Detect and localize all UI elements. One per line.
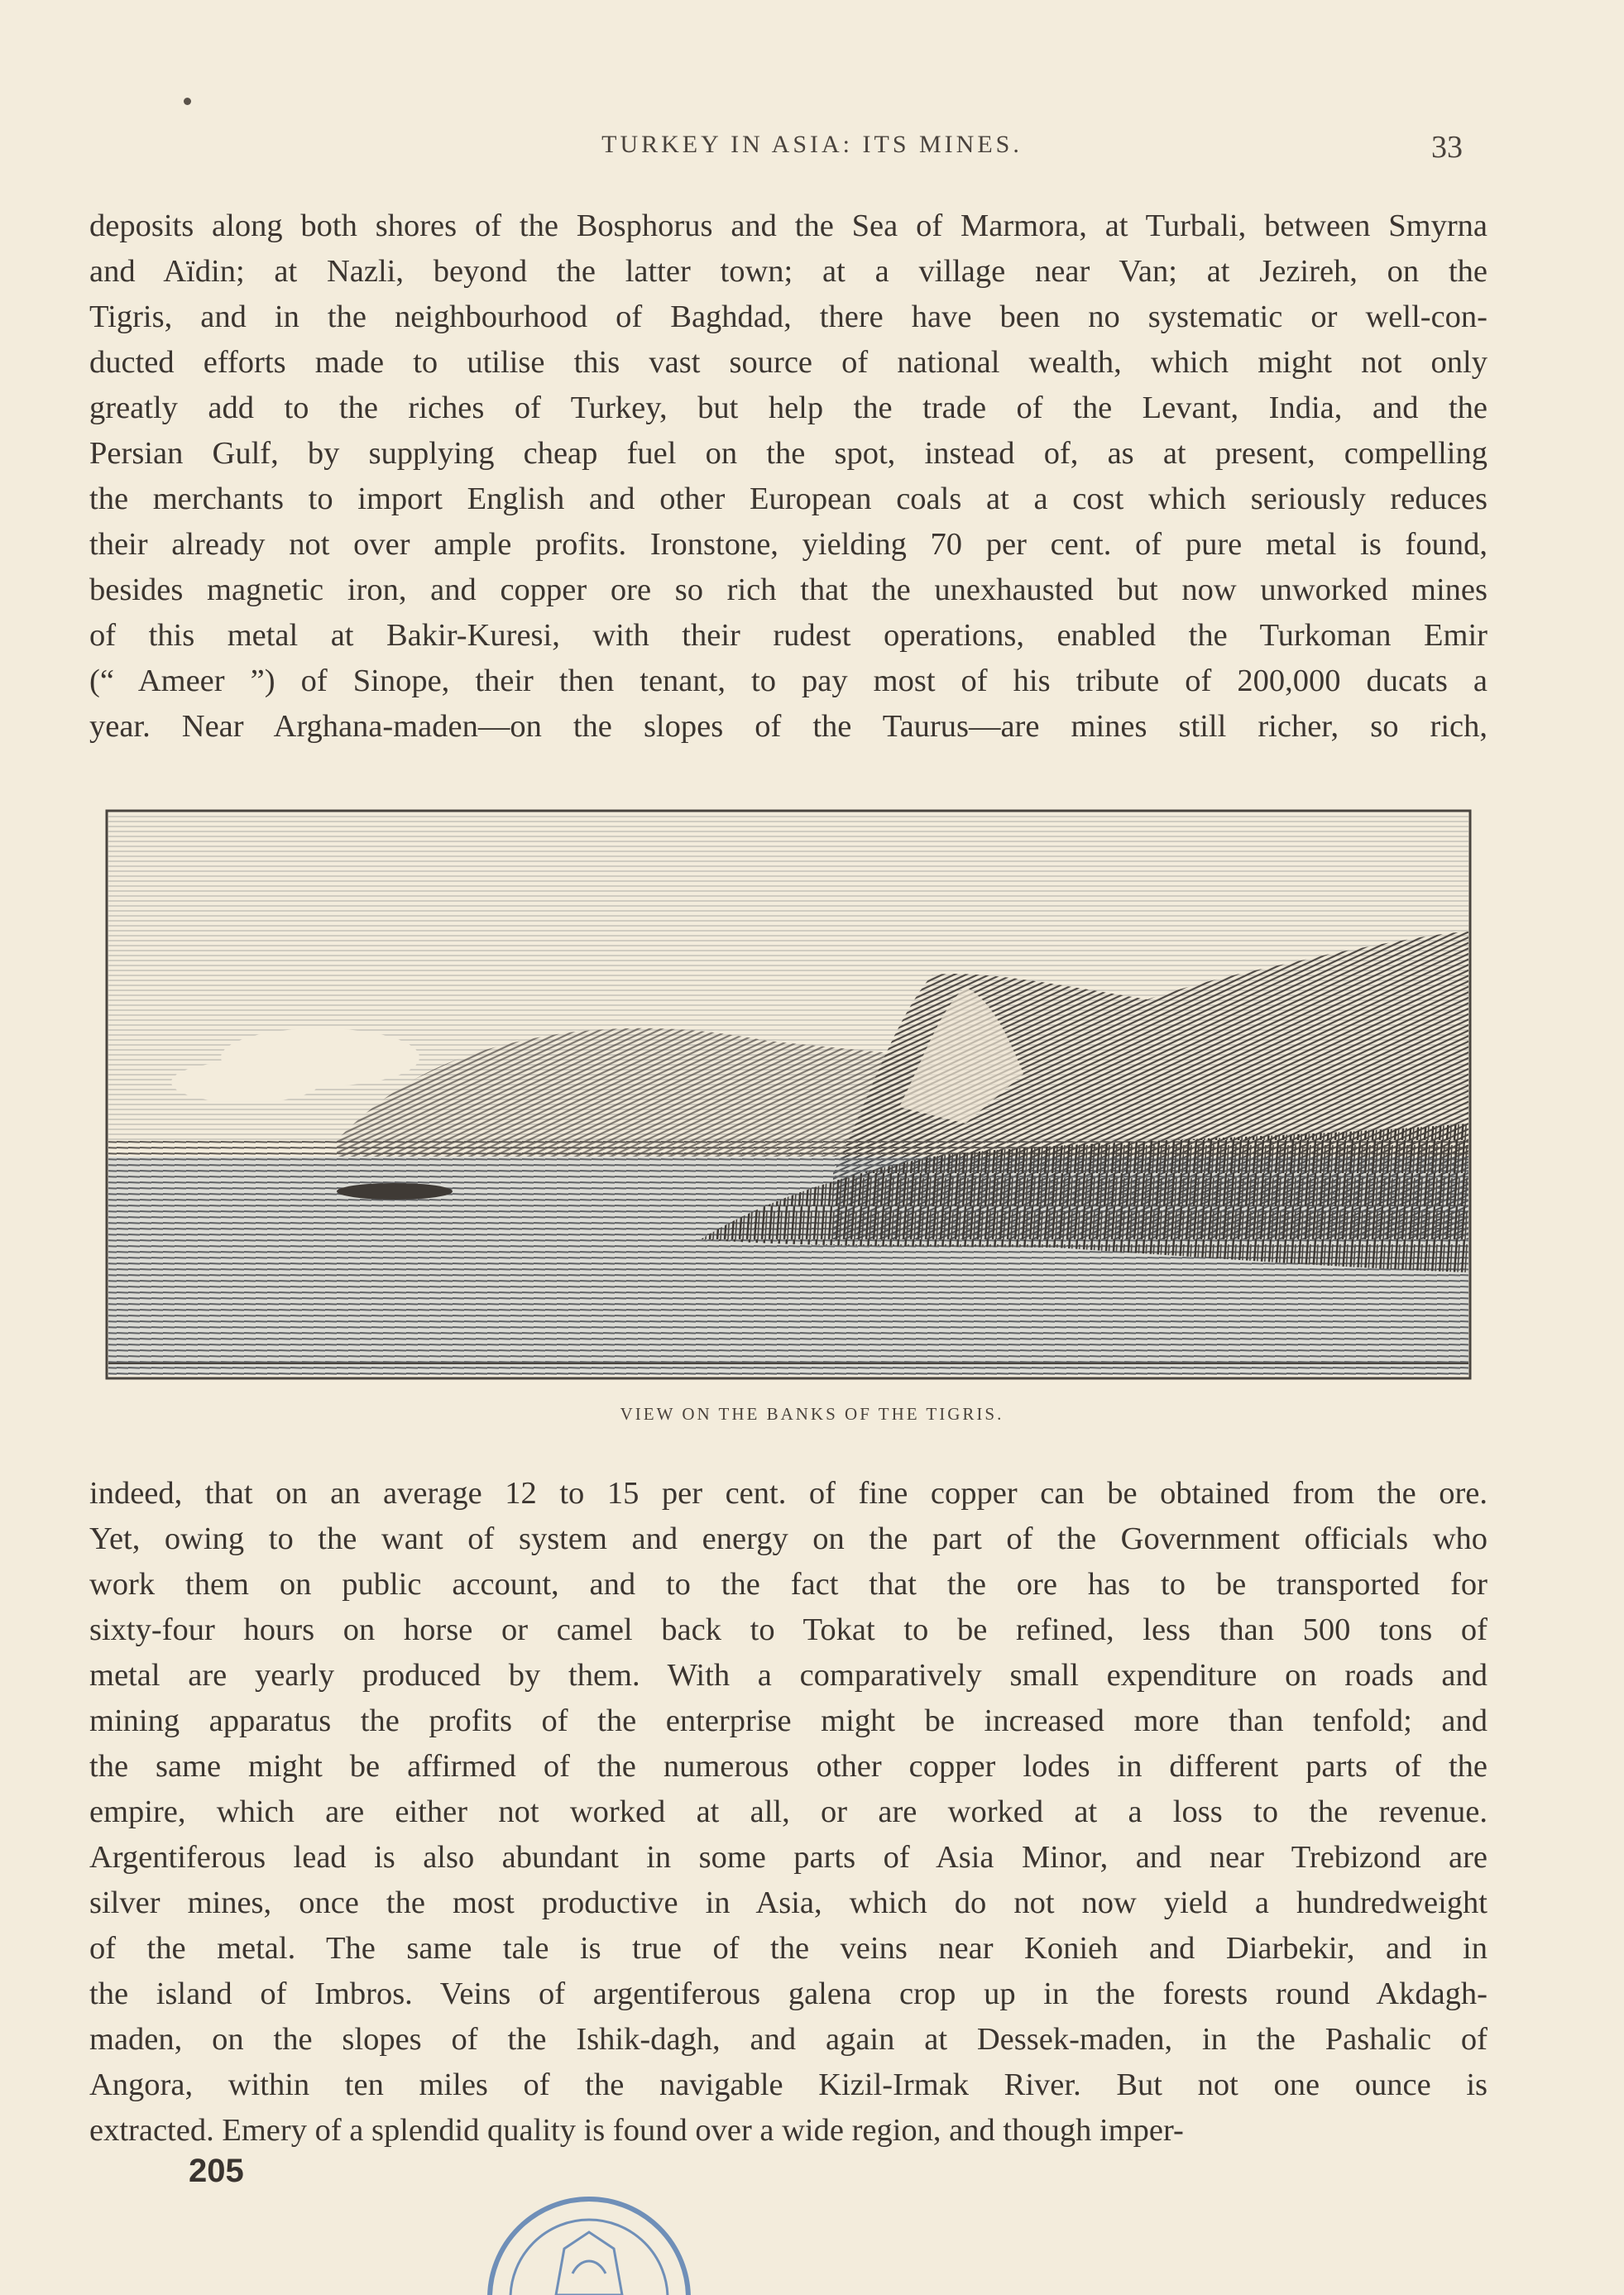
text-line: work them on public account, and to the fact that the ore has to be transported for bbox=[89, 1567, 1487, 1602]
text-line: Yet, owing to the want of system and energy on the part of the Government officials who bbox=[89, 1521, 1487, 1556]
text-line: silver mines, once the most productive in Asia, which do not now yield a hundredweight bbox=[89, 1885, 1487, 1920]
engraving-illustration bbox=[105, 809, 1472, 1380]
text-line: of this metal at Bakir-Kuresi, with their rudest operations, enabled the Turkoman Emir bbox=[89, 618, 1487, 653]
text-line: indeed, that on an average 12 to 15 per cent. of fine copper can be obtained from the ore. bbox=[89, 1476, 1487, 1511]
text-line: besides magnetic iron, and copper ore so rich that the unexhausted but now unworked mines bbox=[89, 573, 1487, 607]
text-line: mining apparatus the profits of the enterprise might be increased more than tenfold; and bbox=[89, 1703, 1487, 1738]
text-line: the island of Imbros. Veins of argentiferous galena crop up in the forests round Akdagh- bbox=[89, 1976, 1487, 2011]
text-line: of the metal. The same tale is true of the veins near Konieh and Diarbekir, and in bbox=[89, 1931, 1487, 1966]
text-line: empire, which are either not worked at all, or are worked at a loss to the revenue. bbox=[89, 1794, 1487, 1829]
text-line: the same might be affirmed of the numerous other copper lodes in different parts of the bbox=[89, 1749, 1487, 1784]
paragraph-2 bbox=[89, 1471, 1487, 2154]
ink-dot bbox=[184, 98, 191, 105]
text-line: extracted. Emery of a splendid quality is found over a wide region, and though imper- bbox=[89, 2113, 1184, 2148]
text-line: Tigris, and in the neighbourhood of Baghdad, there have been no systematic or well-con- bbox=[89, 299, 1487, 334]
text-line: Argentiferous lead is also abundant in some parts of Asia Minor, and near Trebizond are bbox=[89, 1840, 1487, 1875]
text-line: and Aïdin; at Nazli, beyond the latter town; at a village near Van; at Jezireh, on the bbox=[89, 254, 1487, 289]
text-line: their already not over ample profits. Ironstone, yielding 70 per cent. of pure metal is found, bbox=[89, 527, 1487, 562]
text-line: maden, on the slopes of the Ishik-dagh, and again at Dessek-maden, in the Pashalic of bbox=[89, 2022, 1487, 2057]
text-line: year. Near Arghana-maden—on the slopes of the Taurus—are mines still richer, so rich, bbox=[89, 709, 1487, 744]
text-line: Angora, within ten miles of the navigable Kizil-Irmak River. But not one ounce is bbox=[89, 2067, 1487, 2102]
text-line: Persian Gulf, by supplying cheap fuel on the spot, instead of, as at present, compelling bbox=[89, 436, 1487, 471]
library-stamp bbox=[465, 2174, 713, 2295]
rock-in-water bbox=[337, 1183, 453, 1200]
cloud bbox=[171, 1061, 320, 1103]
paragraph-1 bbox=[89, 204, 1487, 750]
text-line: the merchants to import English and other European coals at a cost which seriously reduces bbox=[89, 482, 1487, 516]
text-line: sixty-four hours on horse or camel back to Tokat to be refined, less than 500 tons of bbox=[89, 1612, 1487, 1647]
text-line: metal are yearly produced by them. With a comparatively small expenditure on roads and bbox=[89, 1658, 1487, 1693]
text-line: ducted efforts made to utilise this vast source of national wealth, which might not only bbox=[89, 345, 1487, 380]
running-head: TURKEY IN ASIA: ITS MINES. bbox=[601, 131, 1023, 158]
page-number: 33 bbox=[1431, 130, 1463, 165]
text-line: greatly add to the riches of Turkey, but help the trade of the Levant, India, and the bbox=[89, 390, 1487, 425]
signature-mark: 205 bbox=[189, 2153, 244, 2189]
text-line: deposits along both shores of the Bosphorus and the Sea of Marmora, at Turbali, between Smyrna bbox=[89, 208, 1487, 243]
text-line: (“ Ameer ”) of Sinope, their then tenant, to pay most of his tribute of 200,000 ducats a bbox=[89, 664, 1487, 698]
figure-caption: VIEW ON THE BANKS OF THE TIGRIS. bbox=[620, 1404, 1004, 1424]
